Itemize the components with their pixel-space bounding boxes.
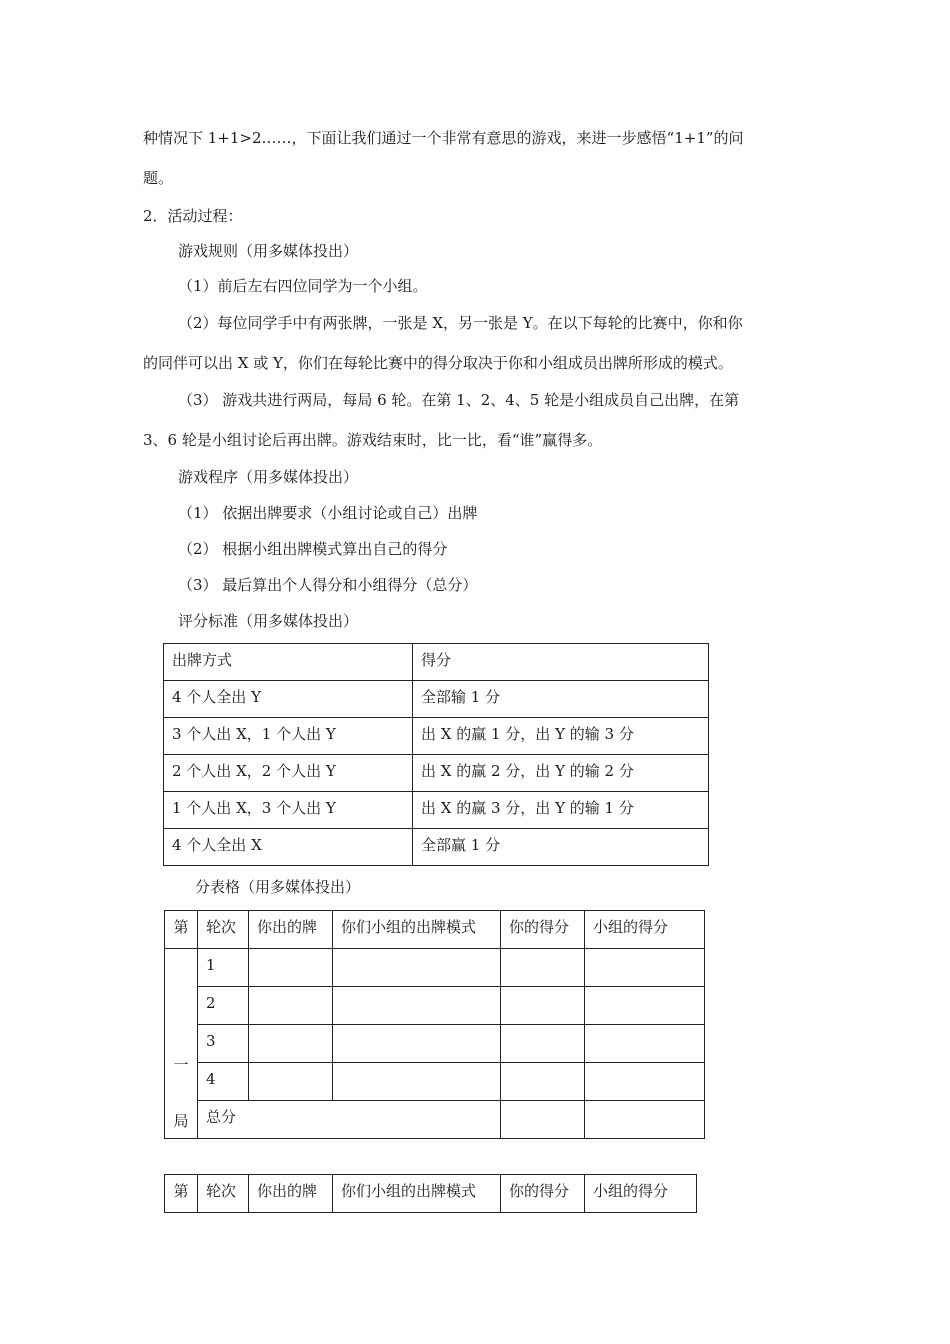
table-cell [249, 1063, 333, 1101]
table-row [165, 1025, 705, 1063]
paragraph-line: 题。 [143, 169, 174, 187]
table-row [165, 987, 705, 1025]
table-header: 小组的得分 [585, 911, 705, 949]
table-cell [333, 987, 501, 1025]
scoring-table [163, 643, 709, 866]
table-row [164, 829, 709, 866]
procedure-item: （2） 根据小组出牌模式算出自己的得分 [178, 540, 448, 558]
table-cell [585, 1063, 705, 1101]
table-cell [501, 1063, 585, 1101]
table-cell: 2 [198, 987, 249, 1025]
table-header-row [165, 1175, 697, 1213]
table-cell: 全部输 1 分 [413, 681, 709, 718]
round-label-bottom: 局 [173, 1112, 189, 1130]
table-cell: 出 X 的赢 1 分，出 Y 的输 3 分 [413, 718, 709, 755]
table-row [164, 718, 709, 755]
table-row [164, 792, 709, 829]
subheading-rules: 游戏规则（用多媒体投出） [178, 242, 359, 260]
table-header: 你的得分 [501, 1175, 585, 1213]
rule-item: （2）每位同学手中有两张牌，一张是 X，另一张是 Y。在以下每轮的比赛中，你和你 [178, 314, 743, 332]
tally-table-round-two [164, 1174, 697, 1213]
table-cell [501, 987, 585, 1025]
table-header: 轮次 [198, 911, 249, 949]
procedure-item: （3） 最后算出个人得分和小组得分（总分） [178, 576, 478, 594]
table-cell: 1 [198, 949, 249, 987]
table-cell-total: 总分 [198, 1101, 501, 1139]
table-row [165, 1063, 705, 1101]
table-header: 你们小组的出牌模式 [333, 911, 501, 949]
table-cell: 4 [198, 1063, 249, 1101]
table-header-row [164, 644, 709, 681]
table-cell [249, 1025, 333, 1063]
table-cell: 出 X 的赢 3 分，出 Y 的输 1 分 [413, 792, 709, 829]
table-cell: 4 个人全出 X [164, 829, 413, 866]
table-header: 小组的得分 [585, 1175, 697, 1213]
table-cell [249, 949, 333, 987]
rule-item: （3） 游戏共进行两局，每局 6 轮。在第 1、2、4、5 轮是小组成员自己出牌，在第 [178, 391, 740, 409]
table-header: 你出的牌 [249, 1175, 333, 1213]
section-heading: 2．活动过程： [143, 207, 243, 225]
table-cell: 2 个人出 X，2 个人出 Y [164, 755, 413, 792]
table-row [164, 755, 709, 792]
subheading-scoring: 评分标准（用多媒体投出） [178, 612, 359, 630]
table-header: 你出的牌 [249, 911, 333, 949]
table-header: 你的得分 [501, 911, 585, 949]
round-label-mid: 一 [173, 1056, 189, 1074]
tally-table-round-one [164, 910, 705, 1139]
table-header-row [165, 911, 705, 949]
table-cell: 1 个人出 X，3 个人出 Y [164, 792, 413, 829]
table-header: 你们小组的出牌模式 [333, 1175, 501, 1213]
table-cell [585, 1025, 705, 1063]
table-cell: 全部赢 1 分 [413, 829, 709, 866]
table-header: 得分 [413, 644, 709, 681]
paragraph-line: 种情况下 1+1>2……，下面让我们通过一个非常有意思的游戏，来进一步感悟“1+1”的问 [143, 129, 744, 147]
table-cell [333, 1025, 501, 1063]
table-cell [585, 987, 705, 1025]
table-cell [585, 949, 705, 987]
rule-item-cont: 的同伴可以出 X 或 Y，你们在每轮比赛中的得分取决于你和小组成员出牌所形成的模式。 [143, 354, 733, 372]
table-cell [501, 1101, 585, 1139]
table-row [165, 949, 705, 987]
table-cell: 4 个人全出 Y [164, 681, 413, 718]
table-cell: 3 个人出 X，1 个人出 Y [164, 718, 413, 755]
table-row [164, 681, 709, 718]
rule-item: （1）前后左右四位同学为一个小组。 [178, 277, 428, 295]
subheading-tally: 分表格（用多媒体投出） [195, 878, 361, 896]
table-header: 第 [165, 911, 198, 949]
table-cell: 3 [198, 1025, 249, 1063]
table-cell [501, 1025, 585, 1063]
table-cell [501, 949, 585, 987]
table-cell: 出 X 的赢 2 分，出 Y 的输 2 分 [413, 755, 709, 792]
rule-item-cont: 3、6 轮是小组讨论后再出牌。游戏结束时，比一比，看“谁”赢得多。 [143, 431, 603, 449]
table-header: 出牌方式 [164, 644, 413, 681]
subheading-procedure: 游戏程序（用多媒体投出） [178, 468, 359, 486]
table-cell [333, 949, 501, 987]
table-header: 第 [165, 1175, 198, 1213]
procedure-item: （1） 依据出牌要求（小组讨论或自己）出牌 [178, 504, 478, 522]
round-label-cell [165, 949, 198, 1139]
table-cell [249, 987, 333, 1025]
table-row-total [165, 1101, 705, 1139]
table-cell [333, 1063, 501, 1101]
table-cell [585, 1101, 705, 1139]
table-header: 轮次 [198, 1175, 249, 1213]
